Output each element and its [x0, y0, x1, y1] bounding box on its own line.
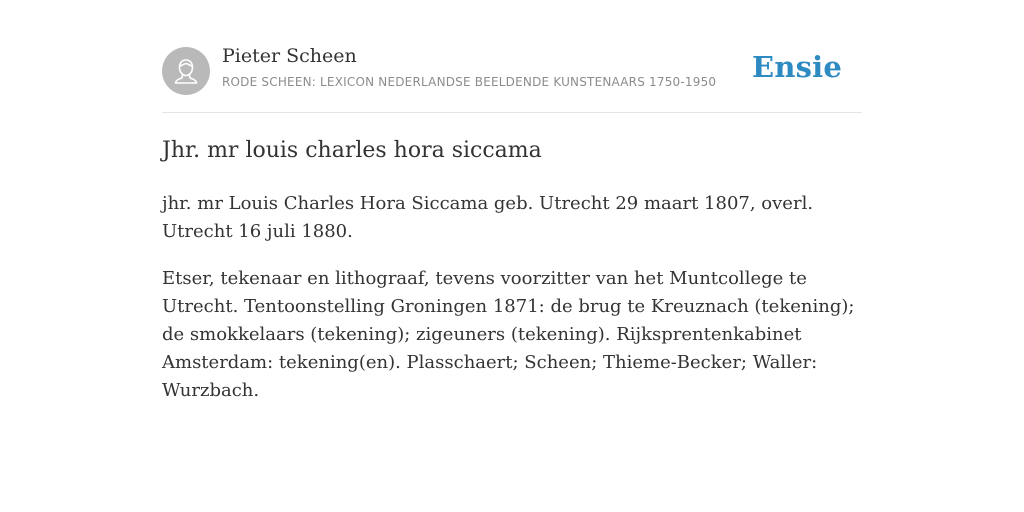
- avatar[interactable]: [162, 47, 210, 95]
- author-name[interactable]: Pieter Scheen: [222, 45, 357, 67]
- user-silhouette-icon: [162, 47, 210, 95]
- paragraph-details: Etser, tekenaar en lithograaf, tevens voorzitter van het Muntcollege te Utrecht. Tentoonstelling Groningen 1871: de brug te Kreuznach (tekening); de smokkelaars (tekening); zigeuners (tekening). Rijksprentenkabinet Amsterdam: tekening(en). Plasschaert; Scheen; Thieme-Becker; Waller: Wurzbach.: [162, 268, 855, 401]
- paragraph-biography: jhr. mr Louis Charles Hora Siccama geb. Utrecht 29 maart 1807, overl. Utrecht 16 juli 1880.: [162, 193, 814, 242]
- page-title: Jhr. mr louis charles hora siccama: [162, 138, 542, 163]
- ensie-logo[interactable]: Ensie: [752, 50, 842, 84]
- entry-card: [162, 0, 862, 401]
- source-label[interactable]: RODE SCHEEN: LEXICON NEDERLANDSE BEELDENDE KUNSTENAARS 1750-1950: [222, 75, 717, 89]
- article-body: [162, 190, 862, 424]
- entry-header: [162, 0, 862, 113]
